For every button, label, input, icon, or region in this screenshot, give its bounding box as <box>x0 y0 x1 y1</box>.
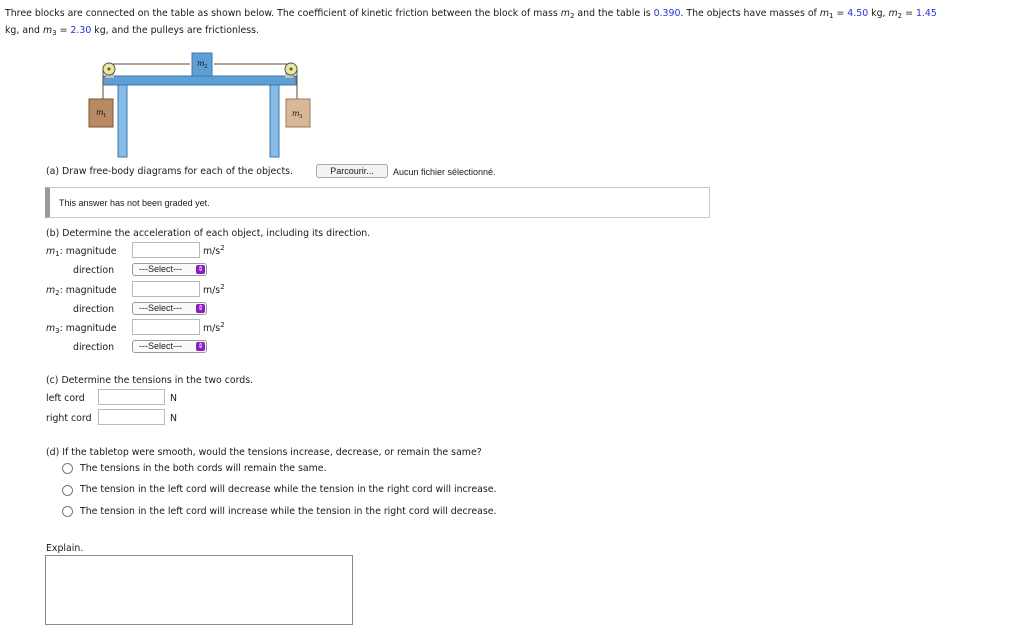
m1-magnitude-input[interactable] <box>132 242 200 258</box>
block-m1-label: m <box>96 108 104 117</box>
left-cord-unit: N <box>170 393 178 404</box>
m2-direction-label: direction <box>73 304 115 315</box>
explain-label: Explain. <box>46 543 84 554</box>
m3-direction-select[interactable]: ---Select--- ⇕ <box>132 340 207 353</box>
option-label-left-increase: The tension in the left cord will increase while the tension in the right cord will decrease. <box>80 506 497 517</box>
part-b-prompt: (b) Determine the acceleration of each object, including its direction. <box>46 228 371 239</box>
part-d-prompt: (d) If the tabletop were smooth, would the tensions increase, decrease, or remain the same? <box>46 447 482 458</box>
select-arrows-icon: ⇕ <box>197 343 204 350</box>
m3-magnitude-label: $m_3$: magnitude <box>46 323 117 335</box>
mu-value: 0.390 <box>653 8 681 19</box>
option-radio-left-increase[interactable] <box>62 506 73 517</box>
m1-direction-select[interactable]: ---Select--- ⇕ <box>132 263 207 276</box>
graded-note-box <box>45 187 710 218</box>
browse-button[interactable]: Parcourir... <box>316 164 388 178</box>
m2-magnitude-input[interactable] <box>132 281 200 297</box>
explain-textarea[interactable] <box>45 555 353 625</box>
tabletop <box>103 76 296 85</box>
m3-unit: $m/s^2$ <box>203 321 225 334</box>
right-cord-unit: N <box>170 413 178 424</box>
select-arrows-icon: ⇕ <box>197 266 204 273</box>
block-m3-label: m <box>292 109 300 118</box>
m3-magnitude-input[interactable] <box>132 319 200 335</box>
problem-line-2: kg, and $m_3 = 2.30$ kg, and the pulleys are frictionless. <box>5 25 260 37</box>
right-cord-input[interactable] <box>98 409 165 425</box>
m2-unit: $m/s^2$ <box>203 283 225 296</box>
graded-note: This answer has not been graded yet. <box>59 198 210 208</box>
m2-magnitude-label: $m_2$: magnitude <box>46 285 117 297</box>
m2-value: 1.45 <box>915 8 937 19</box>
problem-line-1: Three blocks are connected on the table as shown below. The coefficient of kinetic friction between the block of mass $m_2$ and the table is 0.390. The objects have masses of $m_1 = 4.50$ kg, $m_2 = 1.45$ <box>5 8 937 20</box>
block-m3-sub: 3 <box>299 114 303 120</box>
left-cord-label: left cord <box>46 393 85 404</box>
m1-value: 4.50 <box>847 8 869 19</box>
table-leg-right <box>270 85 279 157</box>
select-arrows-icon: ⇕ <box>197 305 204 312</box>
option-radio-left-decrease[interactable] <box>62 485 73 496</box>
m1-unit: $m/s^2$ <box>203 244 225 257</box>
file-status: Aucun fichier sélectionné. <box>393 167 496 177</box>
block-m2-label: m <box>197 59 205 68</box>
pulley-diagram <box>88 50 318 162</box>
option-label-remain: The tensions in the both cords will remain the same. <box>80 463 327 474</box>
block-m1-sub: 1 <box>103 113 107 119</box>
m2-direction-select[interactable]: ---Select--- ⇕ <box>132 302 207 315</box>
m1-direction-label: direction <box>73 265 115 276</box>
m3-value: 2.30 <box>70 25 92 36</box>
m1-magnitude-label: $m_1$: magnitude <box>46 246 117 258</box>
left-cord-input[interactable] <box>98 389 165 405</box>
option-radio-remain[interactable] <box>62 463 73 474</box>
part-a-prompt: (a) Draw free-body diagrams for each of the objects. <box>46 166 293 177</box>
right-cord-label: right cord <box>46 413 92 424</box>
block-m2-sub: 2 <box>204 64 208 70</box>
option-label-left-decrease: The tension in the left cord will decrease while the tension in the right cord will increase. <box>80 484 497 495</box>
part-c-prompt: (c) Determine the tensions in the two cords. <box>46 375 254 386</box>
m3-direction-label: direction <box>73 342 115 353</box>
table-leg-left <box>118 85 127 157</box>
